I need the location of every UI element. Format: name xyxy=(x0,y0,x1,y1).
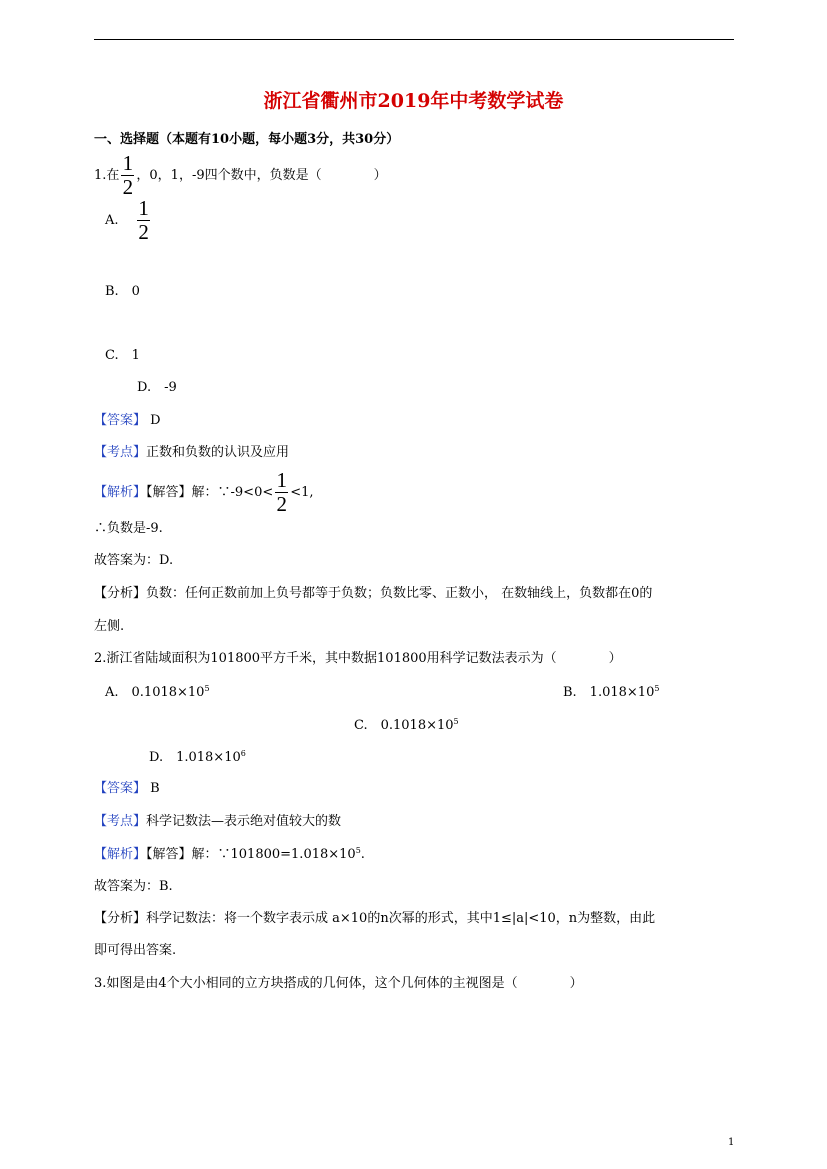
q1-option-d: D. -9 xyxy=(137,380,177,395)
question-1-stem: 1.在 $\frac{1}{2}$ ，0，1，-9四个数中，负数是（ ） xyxy=(94,151,387,199)
q2-answer: 【答案】 B xyxy=(94,781,160,796)
q1-option-a: A. $\frac{1}{2}$ xyxy=(105,196,149,244)
q1-explanation-line2: 左侧. xyxy=(94,619,125,634)
question-2-stem: 2.浙江省陆域面积为101800平方千米，其中数据101800用科学记数法表示为（ ） xyxy=(94,651,622,666)
q1-conclusion: ∴负数是-9. xyxy=(94,521,163,536)
q1-final-answer: 故答案为：D. xyxy=(94,553,174,568)
q2-knowledge-point: 【考点】科学记数法—表示绝对值较大的数 xyxy=(94,814,342,829)
q1-answer: 【答案】 D xyxy=(94,413,161,428)
q1-option-b: B. 0 xyxy=(105,284,140,299)
analysis-fraction: $\frac{1}{2}$ xyxy=(276,468,287,516)
section-heading: 一、选择题（本题有10小题，每小题3分，共30分） xyxy=(94,132,400,147)
q2-option-a: A. $0.1018\times 10^5$ xyxy=(105,684,210,700)
page-title: 浙江省衢州市2019年中考数学试卷 xyxy=(263,90,564,112)
q2-explanation-line1: 【分析】科学记数法：将一个数字表示成 a×10的n次幂的形式，其中1≤|a|<10，n为整数，由此 xyxy=(94,911,656,926)
fraction-one-half: $\frac{1}{2}$ xyxy=(122,151,134,199)
q2-option-d: D. $1.018\times 10^6$ xyxy=(149,749,246,765)
question-3-stem: 3.如图是由4个大小相同的立方块搭成的几何体，这个几何体的主视图是（ ） xyxy=(94,976,583,991)
q1-knowledge-point: 【考点】正数和负数的认识及应用 xyxy=(94,445,290,460)
q2-explanation-line2: 即可得出答案. xyxy=(94,943,177,958)
q2-option-b: B. $1.018\times 10^5$ xyxy=(563,684,660,700)
q2-analysis: 【解析】【解答】解：$\because 101800=1.018\times 10^5$. xyxy=(94,846,365,862)
q1-analysis: 【解析】【解答】解：∵-9<0< $\frac{1}{2}$ <1, xyxy=(94,468,314,516)
q1-option-c: C. 1 xyxy=(105,348,140,363)
page-number: 1 xyxy=(728,1137,735,1148)
option-a-fraction: $\frac{1}{2}$ xyxy=(138,196,149,244)
q2-option-c: C. $0.1018\times 10^5$ xyxy=(354,717,459,733)
q2-final-answer: 故答案为：B. xyxy=(94,879,173,894)
header-rule xyxy=(94,39,734,40)
q1-explanation-line1: 【分析】负数：任何正数前加上负号都等于负数；负数比零、正数小， 在数轴线上，负数都在0的 xyxy=(94,586,653,601)
